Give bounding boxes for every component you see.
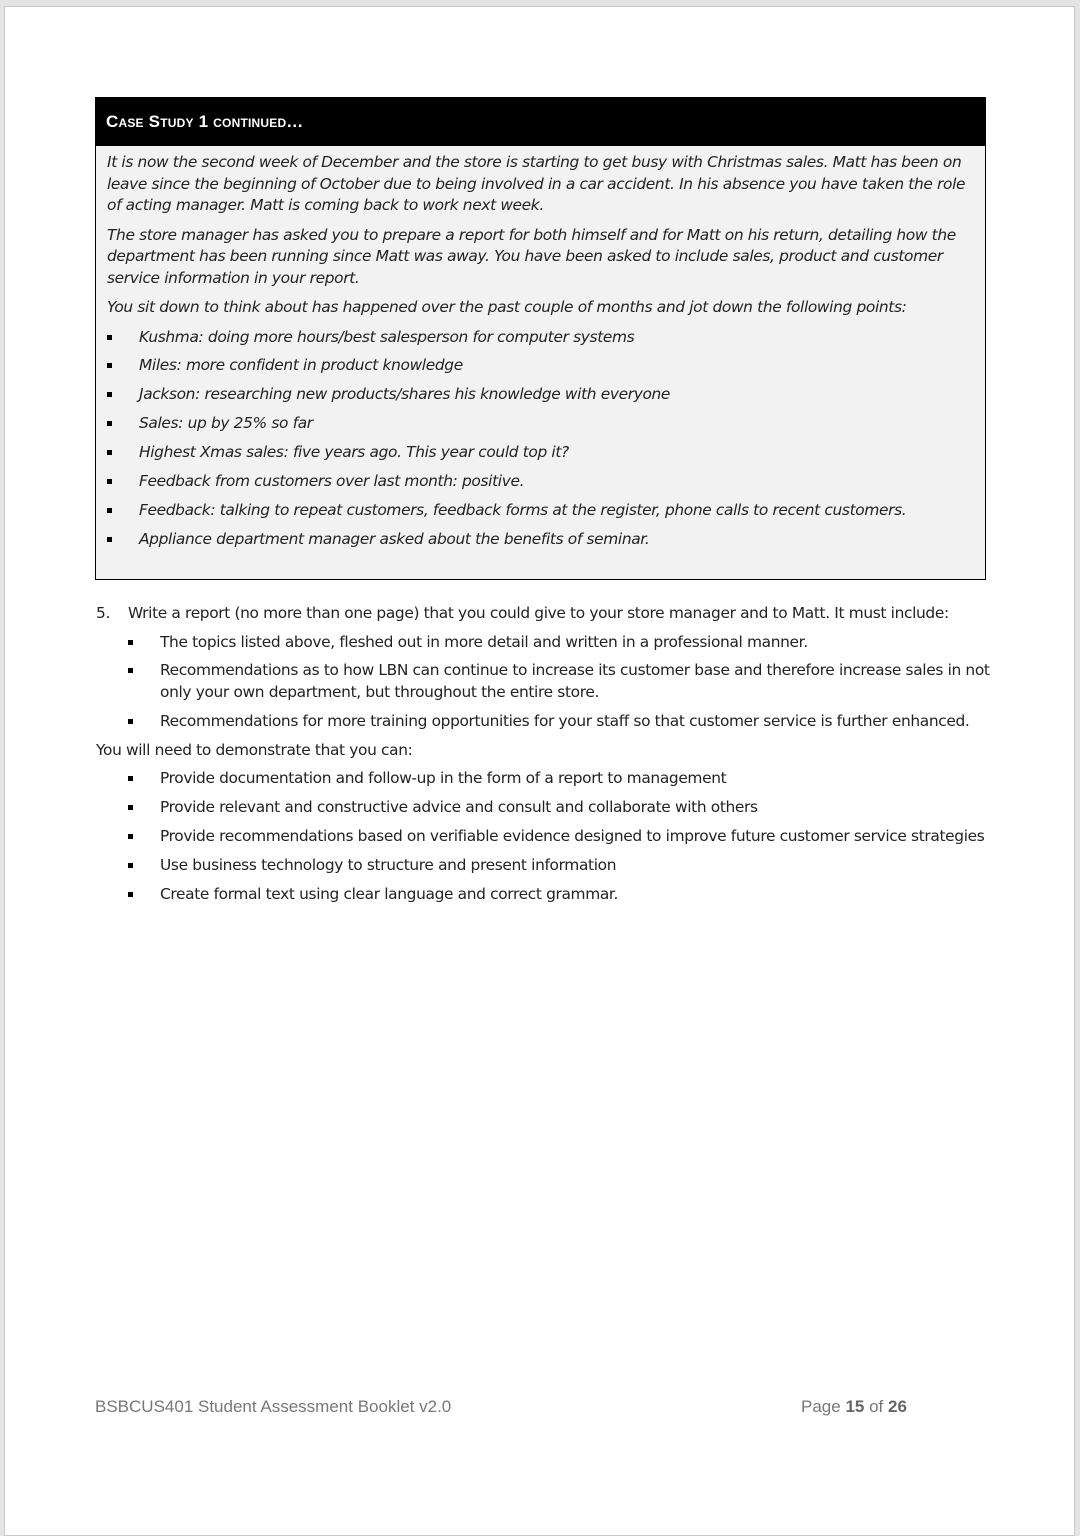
bullet-icon — [107, 450, 112, 455]
bullet-icon — [107, 421, 112, 426]
task-question — [96, 603, 996, 625]
bullet-icon — [107, 335, 112, 340]
demonstrate-intro: You will need to demonstrate that you can: — [96, 740, 413, 759]
list-item — [107, 442, 975, 464]
point-text: Miles: more confident in product knowledge — [139, 356, 463, 375]
list-item — [107, 529, 975, 551]
bullet-icon — [128, 834, 133, 839]
page-of: of — [869, 1397, 884, 1416]
list-item — [128, 768, 996, 790]
demonstrate-item-text: Provide recommendations based on verifiable evidence designed to improve future customer service strategies — [160, 826, 985, 845]
list-item — [107, 384, 975, 406]
page-total: 26 — [888, 1397, 907, 1416]
page-current: 15 — [845, 1397, 865, 1416]
task-items-list — [96, 632, 996, 733]
point-text: Appliance department manager asked about the benefits of seminar. — [139, 529, 650, 548]
point-text: Feedback: talking to repeat customers, feedback forms at the register, phone calls to recent customers. — [139, 500, 907, 519]
bullet-icon — [107, 479, 112, 484]
list-item — [128, 660, 996, 703]
demonstrate-item-text: Create formal text using clear language and correct grammar. — [160, 884, 619, 903]
footer-doc-title: BSBCUS401 Student Assessment Booklet v2.0 — [95, 1397, 452, 1416]
list-item — [107, 355, 975, 377]
bullet-icon — [107, 392, 112, 397]
list-item — [128, 826, 996, 848]
list-item — [107, 327, 975, 349]
bullet-icon — [128, 805, 133, 810]
bullet-icon — [128, 776, 133, 781]
bullet-icon — [128, 668, 133, 673]
case-points-list — [107, 327, 975, 551]
list-item — [128, 884, 996, 906]
point-text: Highest Xmas sales: five years ago. This year could top it? — [139, 443, 569, 462]
bullet-icon — [107, 537, 112, 542]
bullet-icon — [128, 640, 133, 645]
list-item — [107, 471, 975, 493]
case-paragraph: The store manager has asked you to prepare a report for both himself and for Matt on his return, detailing how the department has been running since Matt was away. You have been asked to include sales, product and customer service information in your report. — [107, 225, 956, 287]
case-study-box — [95, 97, 986, 580]
bullet-icon — [128, 863, 133, 868]
case-study-header — [96, 98, 985, 146]
bullet-icon — [107, 508, 112, 513]
case-paragraph: You sit down to think about has happened over the past couple of months and jot down the following points: — [107, 298, 907, 316]
task-item-text: Recommendations as to how LBN can continue to increase its customer base and therefore increase sales in not only your own department, but throughout the entire store. — [160, 661, 990, 701]
task-item-text: The topics listed above, fleshed out in more detail and written in a professional manner. — [160, 632, 808, 651]
task-number: 5. — [96, 604, 110, 622]
demonstrate-list — [96, 768, 996, 905]
list-item — [107, 413, 975, 435]
case-paragraph: It is now the second week of December and the store is starting to get busy with Christmas sales. Matt has been on leave since the beginning of October due to being involved in a car accident. In his absence you have taken the role of acting manager. Matt is coming back to work next week. — [107, 153, 966, 214]
bullet-icon — [107, 363, 112, 368]
case-study-body — [96, 146, 985, 550]
task-section — [96, 603, 996, 913]
point-text: Jackson: researching new products/shares his knowledge with everyone — [139, 385, 671, 404]
point-text: Kushma: doing more hours/best salesperson for computer systems — [139, 327, 635, 346]
list-item — [128, 711, 996, 733]
task-item-text: Recommendations for more training opportunities for your staff so that customer service is further enhanced. — [160, 711, 970, 730]
list-item — [128, 632, 996, 654]
point-text: Sales: up by 25% so far — [139, 414, 313, 433]
list-item — [128, 855, 996, 877]
demonstrate-item-text: Use business technology to structure and present information — [160, 855, 617, 874]
document-page — [4, 6, 1075, 1536]
bullet-icon — [128, 719, 133, 724]
bullet-icon — [128, 892, 133, 897]
list-item — [128, 797, 996, 819]
task-text: Write a report (no more than one page) that you could give to your store manager and to Matt. It must include: — [128, 604, 949, 622]
point-text: Feedback from customers over last month: positive. — [139, 471, 525, 490]
demonstrate-item-text: Provide relevant and constructive advice and consult and collaborate with others — [160, 798, 758, 817]
footer-page-number — [801, 1397, 907, 1417]
case-study-title: Case Study 1 continued… — [106, 112, 304, 131]
page-prefix: Page — [801, 1397, 841, 1416]
demonstrate-item-text: Provide documentation and follow-up in the form of a report to management — [160, 769, 727, 788]
list-item — [107, 500, 975, 522]
